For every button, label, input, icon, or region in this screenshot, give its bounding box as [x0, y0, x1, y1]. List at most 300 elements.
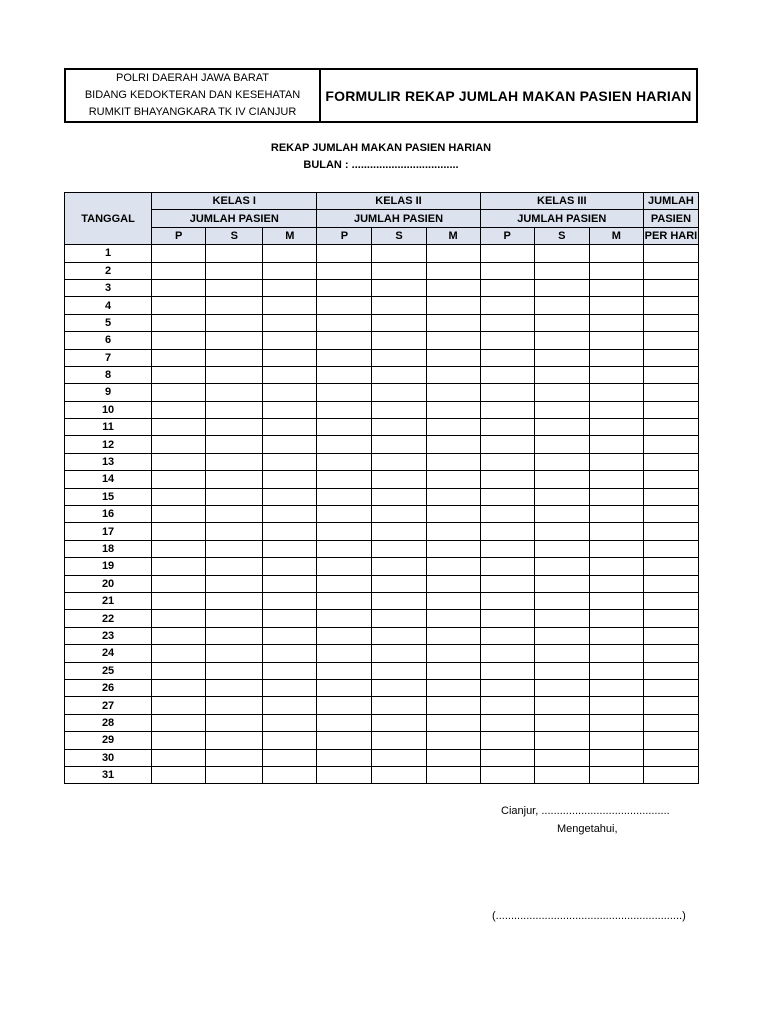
entry-cell[interactable] — [426, 366, 480, 383]
entry-cell[interactable] — [317, 714, 372, 731]
entry-cell[interactable] — [317, 558, 372, 575]
entry-cell[interactable] — [589, 540, 643, 557]
entry-cell[interactable] — [480, 471, 534, 488]
entry-cell[interactable] — [372, 766, 426, 783]
entry-cell[interactable] — [317, 645, 372, 662]
entry-cell[interactable] — [643, 523, 698, 540]
entry-cell[interactable] — [263, 506, 317, 523]
entry-cell[interactable] — [426, 453, 480, 470]
entry-cell[interactable] — [372, 523, 426, 540]
entry-cell[interactable] — [426, 592, 480, 609]
entry-cell[interactable] — [426, 610, 480, 627]
entry-cell[interactable] — [643, 297, 698, 314]
entry-cell[interactable] — [426, 349, 480, 366]
entry-cell[interactable] — [372, 349, 426, 366]
entry-cell[interactable] — [480, 697, 534, 714]
entry-cell[interactable] — [206, 314, 263, 331]
entry-cell[interactable] — [589, 679, 643, 696]
entry-cell[interactable] — [480, 610, 534, 627]
entry-cell[interactable] — [317, 453, 372, 470]
entry-cell[interactable] — [372, 575, 426, 592]
entry-cell[interactable] — [589, 627, 643, 644]
entry-cell[interactable] — [263, 558, 317, 575]
entry-cell[interactable] — [372, 279, 426, 296]
entry-cell[interactable] — [263, 575, 317, 592]
entry-cell[interactable] — [152, 453, 206, 470]
entry-cell[interactable] — [206, 297, 263, 314]
entry-cell[interactable] — [534, 749, 589, 766]
entry-cell[interactable] — [480, 384, 534, 401]
entry-cell[interactable] — [480, 732, 534, 749]
entry-cell[interactable] — [426, 384, 480, 401]
entry-cell[interactable] — [152, 314, 206, 331]
entry-cell[interactable] — [426, 540, 480, 557]
entry-cell[interactable] — [263, 297, 317, 314]
entry-cell[interactable] — [643, 384, 698, 401]
entry-cell[interactable] — [589, 297, 643, 314]
entry-cell[interactable] — [534, 766, 589, 783]
entry-cell[interactable] — [534, 679, 589, 696]
entry-cell[interactable] — [152, 749, 206, 766]
entry-cell[interactable] — [534, 332, 589, 349]
entry-cell[interactable] — [534, 401, 589, 418]
entry-cell[interactable] — [206, 506, 263, 523]
entry-cell[interactable] — [534, 558, 589, 575]
entry-cell[interactable] — [152, 610, 206, 627]
entry-cell[interactable] — [534, 627, 589, 644]
entry-cell[interactable] — [643, 488, 698, 505]
entry-cell[interactable] — [206, 766, 263, 783]
entry-cell[interactable] — [152, 349, 206, 366]
entry-cell[interactable] — [589, 488, 643, 505]
entry-cell[interactable] — [152, 679, 206, 696]
entry-cell[interactable] — [372, 627, 426, 644]
entry-cell[interactable] — [206, 453, 263, 470]
entry-cell[interactable] — [206, 488, 263, 505]
entry-cell[interactable] — [643, 662, 698, 679]
entry-cell[interactable] — [206, 279, 263, 296]
entry-cell[interactable] — [480, 540, 534, 557]
entry-cell[interactable] — [317, 575, 372, 592]
entry-cell[interactable] — [152, 506, 206, 523]
entry-cell[interactable] — [643, 349, 698, 366]
entry-cell[interactable] — [206, 332, 263, 349]
entry-cell[interactable] — [152, 766, 206, 783]
entry-cell[interactable] — [372, 714, 426, 731]
entry-cell[interactable] — [206, 679, 263, 696]
entry-cell[interactable] — [589, 610, 643, 627]
entry-cell[interactable] — [263, 471, 317, 488]
entry-cell[interactable] — [643, 645, 698, 662]
entry-cell[interactable] — [317, 349, 372, 366]
entry-cell[interactable] — [589, 366, 643, 383]
entry-cell[interactable] — [480, 245, 534, 262]
entry-cell[interactable] — [263, 279, 317, 296]
entry-cell[interactable] — [152, 732, 206, 749]
entry-cell[interactable] — [317, 401, 372, 418]
entry-cell[interactable] — [372, 262, 426, 279]
entry-cell[interactable] — [152, 575, 206, 592]
entry-cell[interactable] — [643, 262, 698, 279]
entry-cell[interactable] — [534, 366, 589, 383]
entry-cell[interactable] — [643, 732, 698, 749]
entry-cell[interactable] — [426, 627, 480, 644]
entry-cell[interactable] — [643, 610, 698, 627]
entry-cell[interactable] — [643, 436, 698, 453]
entry-cell[interactable] — [643, 679, 698, 696]
entry-cell[interactable] — [152, 488, 206, 505]
entry-cell[interactable] — [480, 453, 534, 470]
entry-cell[interactable] — [152, 297, 206, 314]
entry-cell[interactable] — [589, 262, 643, 279]
entry-cell[interactable] — [263, 766, 317, 783]
entry-cell[interactable] — [480, 314, 534, 331]
entry-cell[interactable] — [426, 679, 480, 696]
entry-cell[interactable] — [152, 714, 206, 731]
entry-cell[interactable] — [372, 506, 426, 523]
entry-cell[interactable] — [152, 558, 206, 575]
entry-cell[interactable] — [206, 366, 263, 383]
entry-cell[interactable] — [263, 610, 317, 627]
entry-cell[interactable] — [152, 262, 206, 279]
entry-cell[interactable] — [206, 540, 263, 557]
entry-cell[interactable] — [206, 627, 263, 644]
entry-cell[interactable] — [589, 697, 643, 714]
entry-cell[interactable] — [317, 297, 372, 314]
entry-cell[interactable] — [152, 419, 206, 436]
entry-cell[interactable] — [534, 540, 589, 557]
entry-cell[interactable] — [589, 436, 643, 453]
entry-cell[interactable] — [263, 384, 317, 401]
entry-cell[interactable] — [152, 662, 206, 679]
entry-cell[interactable] — [317, 384, 372, 401]
entry-cell[interactable] — [589, 419, 643, 436]
entry-cell[interactable] — [480, 627, 534, 644]
entry-cell[interactable] — [534, 297, 589, 314]
entry-cell[interactable] — [263, 349, 317, 366]
entry-cell[interactable] — [426, 314, 480, 331]
entry-cell[interactable] — [589, 349, 643, 366]
entry-cell[interactable] — [480, 645, 534, 662]
entry-cell[interactable] — [372, 245, 426, 262]
entry-cell[interactable] — [643, 506, 698, 523]
entry-cell[interactable] — [589, 645, 643, 662]
entry-cell[interactable] — [426, 488, 480, 505]
entry-cell[interactable] — [480, 332, 534, 349]
entry-cell[interactable] — [317, 488, 372, 505]
entry-cell[interactable] — [152, 279, 206, 296]
entry-cell[interactable] — [426, 766, 480, 783]
entry-cell[interactable] — [263, 332, 317, 349]
entry-cell[interactable] — [206, 401, 263, 418]
entry-cell[interactable] — [480, 436, 534, 453]
entry-cell[interactable] — [372, 540, 426, 557]
entry-cell[interactable] — [372, 419, 426, 436]
entry-cell[interactable] — [263, 488, 317, 505]
entry-cell[interactable] — [534, 523, 589, 540]
entry-cell[interactable] — [372, 592, 426, 609]
entry-cell[interactable] — [480, 419, 534, 436]
entry-cell[interactable] — [152, 366, 206, 383]
entry-cell[interactable] — [317, 245, 372, 262]
entry-cell[interactable] — [426, 506, 480, 523]
entry-cell[interactable] — [480, 297, 534, 314]
entry-cell[interactable] — [589, 575, 643, 592]
entry-cell[interactable] — [152, 471, 206, 488]
entry-cell[interactable] — [426, 697, 480, 714]
entry-cell[interactable] — [372, 645, 426, 662]
entry-cell[interactable] — [426, 523, 480, 540]
entry-cell[interactable] — [589, 384, 643, 401]
entry-cell[interactable] — [480, 592, 534, 609]
entry-cell[interactable] — [317, 366, 372, 383]
entry-cell[interactable] — [206, 419, 263, 436]
entry-cell[interactable] — [480, 401, 534, 418]
entry-cell[interactable] — [643, 471, 698, 488]
entry-cell[interactable] — [643, 401, 698, 418]
entry-cell[interactable] — [534, 453, 589, 470]
entry-cell[interactable] — [263, 419, 317, 436]
entry-cell[interactable] — [589, 592, 643, 609]
entry-cell[interactable] — [534, 610, 589, 627]
entry-cell[interactable] — [206, 610, 263, 627]
entry-cell[interactable] — [263, 627, 317, 644]
entry-cell[interactable] — [426, 645, 480, 662]
entry-cell[interactable] — [206, 436, 263, 453]
entry-cell[interactable] — [426, 332, 480, 349]
entry-cell[interactable] — [426, 297, 480, 314]
entry-cell[interactable] — [534, 506, 589, 523]
entry-cell[interactable] — [372, 558, 426, 575]
entry-cell[interactable] — [206, 662, 263, 679]
entry-cell[interactable] — [317, 523, 372, 540]
entry-cell[interactable] — [263, 540, 317, 557]
entry-cell[interactable] — [263, 592, 317, 609]
entry-cell[interactable] — [152, 540, 206, 557]
entry-cell[interactable] — [317, 471, 372, 488]
entry-cell[interactable] — [263, 245, 317, 262]
entry-cell[interactable] — [372, 332, 426, 349]
entry-cell[interactable] — [426, 262, 480, 279]
entry-cell[interactable] — [263, 714, 317, 731]
entry-cell[interactable] — [206, 349, 263, 366]
entry-cell[interactable] — [480, 366, 534, 383]
entry-cell[interactable] — [643, 279, 698, 296]
entry-cell[interactable] — [372, 436, 426, 453]
entry-cell[interactable] — [206, 575, 263, 592]
entry-cell[interactable] — [426, 401, 480, 418]
entry-cell[interactable] — [589, 279, 643, 296]
entry-cell[interactable] — [480, 558, 534, 575]
entry-cell[interactable] — [534, 732, 589, 749]
entry-cell[interactable] — [317, 610, 372, 627]
entry-cell[interactable] — [534, 575, 589, 592]
entry-cell[interactable] — [372, 697, 426, 714]
entry-cell[interactable] — [206, 592, 263, 609]
entry-cell[interactable] — [426, 662, 480, 679]
entry-cell[interactable] — [534, 697, 589, 714]
entry-cell[interactable] — [372, 401, 426, 418]
entry-cell[interactable] — [372, 297, 426, 314]
entry-cell[interactable] — [426, 279, 480, 296]
entry-cell[interactable] — [589, 732, 643, 749]
entry-cell[interactable] — [372, 732, 426, 749]
entry-cell[interactable] — [534, 436, 589, 453]
entry-cell[interactable] — [317, 627, 372, 644]
entry-cell[interactable] — [317, 540, 372, 557]
entry-cell[interactable] — [643, 558, 698, 575]
entry-cell[interactable] — [534, 419, 589, 436]
entry-cell[interactable] — [480, 506, 534, 523]
entry-cell[interactable] — [263, 262, 317, 279]
entry-cell[interactable] — [317, 679, 372, 696]
entry-cell[interactable] — [263, 436, 317, 453]
entry-cell[interactable] — [317, 506, 372, 523]
entry-cell[interactable] — [534, 384, 589, 401]
entry-cell[interactable] — [317, 279, 372, 296]
entry-cell[interactable] — [480, 575, 534, 592]
entry-cell[interactable] — [589, 523, 643, 540]
entry-cell[interactable] — [643, 627, 698, 644]
entry-cell[interactable] — [534, 471, 589, 488]
entry-cell[interactable] — [534, 714, 589, 731]
entry-cell[interactable] — [206, 471, 263, 488]
entry-cell[interactable] — [643, 540, 698, 557]
entry-cell[interactable] — [206, 749, 263, 766]
entry-cell[interactable] — [643, 245, 698, 262]
entry-cell[interactable] — [263, 523, 317, 540]
entry-cell[interactable] — [643, 314, 698, 331]
entry-cell[interactable] — [534, 662, 589, 679]
entry-cell[interactable] — [589, 401, 643, 418]
entry-cell[interactable] — [480, 349, 534, 366]
entry-cell[interactable] — [372, 749, 426, 766]
entry-cell[interactable] — [206, 732, 263, 749]
entry-cell[interactable] — [317, 262, 372, 279]
entry-cell[interactable] — [480, 714, 534, 731]
entry-cell[interactable] — [372, 384, 426, 401]
entry-cell[interactable] — [643, 766, 698, 783]
entry-cell[interactable] — [643, 749, 698, 766]
entry-cell[interactable] — [206, 245, 263, 262]
entry-cell[interactable] — [480, 749, 534, 766]
entry-cell[interactable] — [534, 488, 589, 505]
entry-cell[interactable] — [263, 662, 317, 679]
entry-cell[interactable] — [589, 766, 643, 783]
entry-cell[interactable] — [643, 714, 698, 731]
entry-cell[interactable] — [589, 558, 643, 575]
entry-cell[interactable] — [152, 697, 206, 714]
entry-cell[interactable] — [317, 732, 372, 749]
entry-cell[interactable] — [152, 645, 206, 662]
entry-cell[interactable] — [372, 366, 426, 383]
entry-cell[interactable] — [480, 679, 534, 696]
entry-cell[interactable] — [263, 645, 317, 662]
entry-cell[interactable] — [206, 262, 263, 279]
entry-cell[interactable] — [426, 471, 480, 488]
entry-cell[interactable] — [426, 714, 480, 731]
entry-cell[interactable] — [206, 645, 263, 662]
entry-cell[interactable] — [643, 592, 698, 609]
entry-cell[interactable] — [534, 592, 589, 609]
entry-cell[interactable] — [263, 732, 317, 749]
entry-cell[interactable] — [317, 436, 372, 453]
entry-cell[interactable] — [534, 349, 589, 366]
entry-cell[interactable] — [589, 749, 643, 766]
entry-cell[interactable] — [589, 314, 643, 331]
entry-cell[interactable] — [426, 749, 480, 766]
entry-cell[interactable] — [263, 366, 317, 383]
entry-cell[interactable] — [643, 332, 698, 349]
entry-cell[interactable] — [152, 436, 206, 453]
entry-cell[interactable] — [589, 662, 643, 679]
entry-cell[interactable] — [372, 314, 426, 331]
entry-cell[interactable] — [480, 488, 534, 505]
entry-cell[interactable] — [534, 314, 589, 331]
entry-cell[interactable] — [206, 523, 263, 540]
entry-cell[interactable] — [152, 523, 206, 540]
entry-cell[interactable] — [263, 749, 317, 766]
entry-cell[interactable] — [263, 697, 317, 714]
entry-cell[interactable] — [426, 732, 480, 749]
entry-cell[interactable] — [480, 523, 534, 540]
entry-cell[interactable] — [152, 245, 206, 262]
entry-cell[interactable] — [317, 697, 372, 714]
entry-cell[interactable] — [206, 697, 263, 714]
entry-cell[interactable] — [426, 419, 480, 436]
entry-cell[interactable] — [480, 262, 534, 279]
entry-cell[interactable] — [372, 610, 426, 627]
entry-cell[interactable] — [372, 662, 426, 679]
entry-cell[interactable] — [589, 714, 643, 731]
entry-cell[interactable] — [426, 245, 480, 262]
entry-cell[interactable] — [534, 645, 589, 662]
entry-cell[interactable] — [589, 471, 643, 488]
entry-cell[interactable] — [263, 453, 317, 470]
entry-cell[interactable] — [534, 279, 589, 296]
entry-cell[interactable] — [152, 401, 206, 418]
entry-cell[interactable] — [317, 662, 372, 679]
entry-cell[interactable] — [152, 332, 206, 349]
entry-cell[interactable] — [372, 453, 426, 470]
entry-cell[interactable] — [589, 453, 643, 470]
entry-cell[interactable] — [589, 245, 643, 262]
entry-cell[interactable] — [480, 766, 534, 783]
entry-cell[interactable] — [480, 279, 534, 296]
entry-cell[interactable] — [263, 314, 317, 331]
entry-cell[interactable] — [263, 679, 317, 696]
entry-cell[interactable] — [643, 453, 698, 470]
entry-cell[interactable] — [317, 766, 372, 783]
entry-cell[interactable] — [426, 575, 480, 592]
entry-cell[interactable] — [206, 714, 263, 731]
entry-cell[interactable] — [317, 332, 372, 349]
entry-cell[interactable] — [206, 384, 263, 401]
entry-cell[interactable] — [643, 697, 698, 714]
entry-cell[interactable] — [317, 592, 372, 609]
entry-cell[interactable] — [589, 506, 643, 523]
entry-cell[interactable] — [317, 749, 372, 766]
entry-cell[interactable] — [317, 419, 372, 436]
entry-cell[interactable] — [372, 488, 426, 505]
entry-cell[interactable] — [534, 262, 589, 279]
entry-cell[interactable] — [643, 575, 698, 592]
entry-cell[interactable] — [643, 366, 698, 383]
entry-cell[interactable] — [152, 592, 206, 609]
entry-cell[interactable] — [480, 662, 534, 679]
entry-cell[interactable] — [152, 384, 206, 401]
entry-cell[interactable] — [206, 558, 263, 575]
